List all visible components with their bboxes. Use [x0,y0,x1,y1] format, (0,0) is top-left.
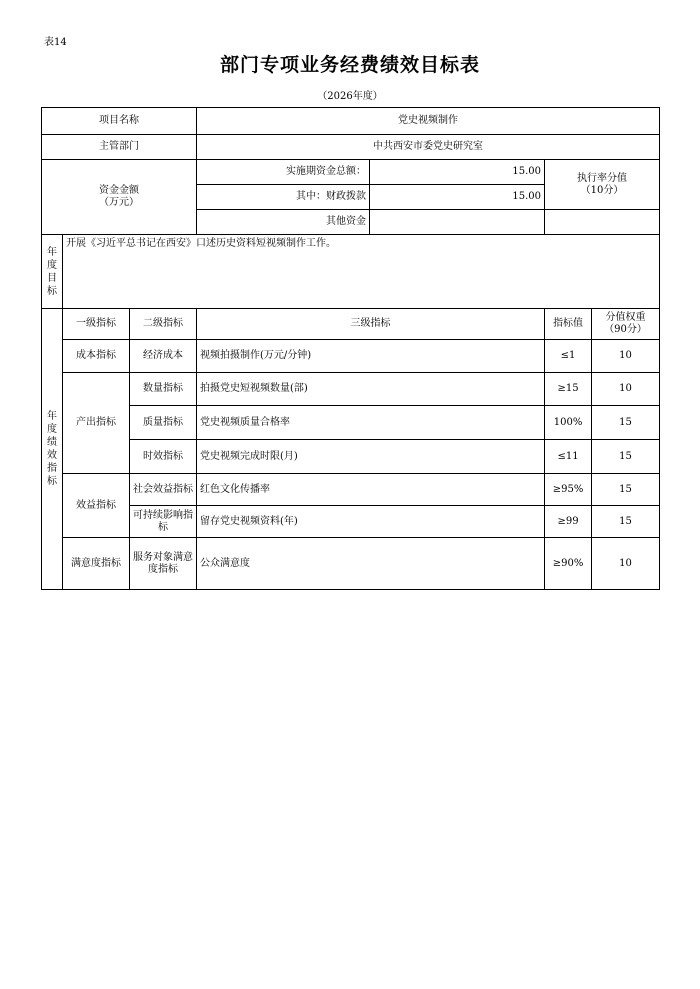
indicator-weight: 10 [592,373,660,406]
table-row [42,440,660,474]
level3-cell: 公众满意度 [197,538,545,590]
level2-cell: 时效指标 [130,440,197,474]
indicator-weight: 10 [592,538,660,590]
indicator-weight: 15 [592,406,660,440]
table-row [42,373,660,406]
table-row [42,340,660,373]
indicator-value: ≤1 [545,340,592,373]
level2-cell: 可持续影响指标 [130,506,197,538]
level3-cell: 留存党史视频资料(年) [197,506,545,538]
indicator-value: ≥99 [545,506,592,538]
indicator-header-row [42,309,660,340]
level3-cell: 拍摄党史短视频数量(部) [197,373,545,406]
level2-cell: 经济成本 [130,340,197,373]
level2-cell: 数量指标 [130,373,197,406]
header-level1: 一级指标 [63,309,130,340]
indicator-section-label: 年度绩效指标 [42,309,63,590]
level2-cell: 服务对象满意度指标 [130,538,197,590]
indicator-value: ≥15 [545,373,592,406]
level1-output: 产出指标 [63,373,130,474]
indicator-weight: 15 [592,506,660,538]
fiscal-year: （2026年度） [317,91,383,102]
header-weight: 分值权重 （90分） [592,309,660,340]
project-name-label: 项目名称 [42,108,197,135]
department-row [42,135,660,160]
level1-satisfaction: 满意度指标 [63,538,130,590]
table-row [42,538,660,590]
department-label: 主管部门 [42,135,197,160]
funds-fiscal-value: 15.00 [370,185,545,210]
level2-cell: 社会效益指标 [130,474,197,506]
level1-benefit: 效益指标 [63,474,130,538]
indicator-value: ≥95% [545,474,592,506]
page-title: 部门专项业务经费绩效目标表 [219,54,480,76]
indicator-value: ≤11 [545,440,592,474]
funds-total-label: 实施期资金总额： [197,160,370,185]
funds-total-row [42,160,660,185]
funds-label-line2: （万元） [99,197,140,208]
level1-cost: 成本指标 [63,340,130,373]
header-value: 指标值 [545,309,592,340]
indicator-weight: 15 [592,440,660,474]
table-row [42,506,660,538]
project-name-row [42,108,660,135]
indicator-value: ≥90% [545,538,592,590]
header-level3: 三级指标 [197,309,545,340]
table-number: 表14 [44,37,67,48]
level3-cell: 党史视频质量合格率 [197,406,545,440]
header-level2: 二级指标 [130,309,197,340]
funds-label-line1: 资金金额 [99,185,140,196]
funds-other-label: 其他资金 [197,210,370,235]
funds-other-blank [545,210,660,235]
funds-other-value [370,210,545,235]
department-value: 中共西安市委党史研究室 [197,135,660,160]
annual-goal-row [42,235,660,309]
project-name-value: 党史视频制作 [197,108,660,135]
level2-cell: 质量指标 [130,406,197,440]
funds-fiscal-label: 其中：财政拨款 [197,185,370,210]
level3-cell: 红色文化传播率 [197,474,545,506]
indicator-weight: 15 [592,474,660,506]
exec-rate-label-line1: 执行率分值 [577,172,628,184]
exec-rate-label [545,160,660,210]
level3-cell: 党史视频完成时限(月) [197,440,545,474]
indicator-weight: 10 [592,340,660,373]
table-row [42,474,660,506]
performance-target-table [41,107,660,590]
annual-goal-label: 年度目标 [42,235,63,309]
exec-rate-label-line2: （10分） [580,184,624,196]
table-row [42,406,660,440]
indicator-value: 100% [545,406,592,440]
funds-total-value: 15.00 [370,160,545,185]
funds-label [42,160,197,235]
annual-goal-text: 开展《习近平总书记在西安》口述历史资料短视频制作工作。 [63,235,660,309]
level3-cell: 视频拍摄制作(万元/分钟) [197,340,545,373]
